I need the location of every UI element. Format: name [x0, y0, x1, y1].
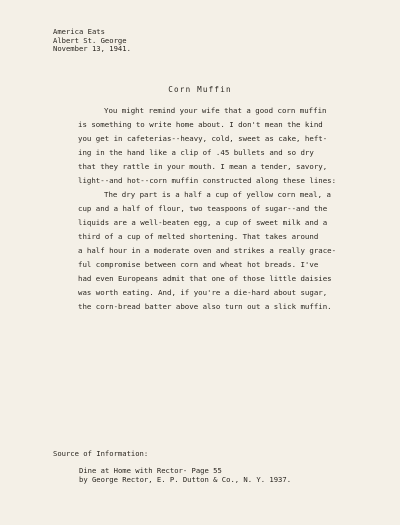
- paragraph-2: [78, 188, 378, 313]
- text-line: cup and a half of flour, two teaspoons of sugar--and the: [78, 204, 328, 214]
- spacer: [53, 458, 291, 466]
- paragraph-1: [78, 104, 378, 187]
- text-line: a half hour in a moderate oven and strikes a really grace-: [78, 246, 337, 256]
- text-line: was worth eating. And, if you're a die-hard about sugar,: [78, 287, 328, 297]
- text-line: the corn-bread batter above also turn out a slick muffin.: [78, 301, 332, 311]
- source-line-1: Dine at Home with Rector- Page 55: [79, 466, 222, 475]
- text-line: is something to write home about. I don't mean the kind: [78, 119, 323, 129]
- text-line: light--and hot--corn muffin constructed along these lines:: [78, 175, 337, 185]
- text-line: ing in the hand like a clip of .45 bullets and so dry: [78, 147, 314, 157]
- source-line-2: by George Rector, E. P. Dutton & Co., N. Y. 1937.: [79, 475, 292, 484]
- text-line: you get in cafeterias--heavy, cold, sweet as cake, heft-: [78, 133, 328, 143]
- document-body: [78, 104, 378, 314]
- document-title: Corn Muffin: [168, 85, 232, 94]
- header-date: November 13, 1941.: [53, 44, 131, 54]
- text-line: that they rattle in your mouth. I mean a tender, savory,: [78, 161, 328, 171]
- source-block: [53, 449, 291, 484]
- document-header: [53, 28, 131, 54]
- source-label: Source of Information:: [53, 449, 149, 458]
- header-series: America Eats: [53, 27, 105, 36]
- text-line: ful compromise between corn and wheat hot breads. I've: [78, 259, 319, 269]
- text-line: third of a cup of melted shortening. That takes around: [78, 232, 319, 242]
- header-author: Albert St. George: [53, 35, 127, 45]
- text-line: You might remind your wife that a good corn muffin: [104, 106, 327, 115]
- text-line: had even Europeans admit that one of those little daisies: [78, 273, 332, 283]
- text-line: The dry part is a half a cup of yellow corn meal, a: [104, 190, 331, 200]
- text-line: liquids are a well-beaten egg, a cup of sweet milk and a: [78, 218, 328, 228]
